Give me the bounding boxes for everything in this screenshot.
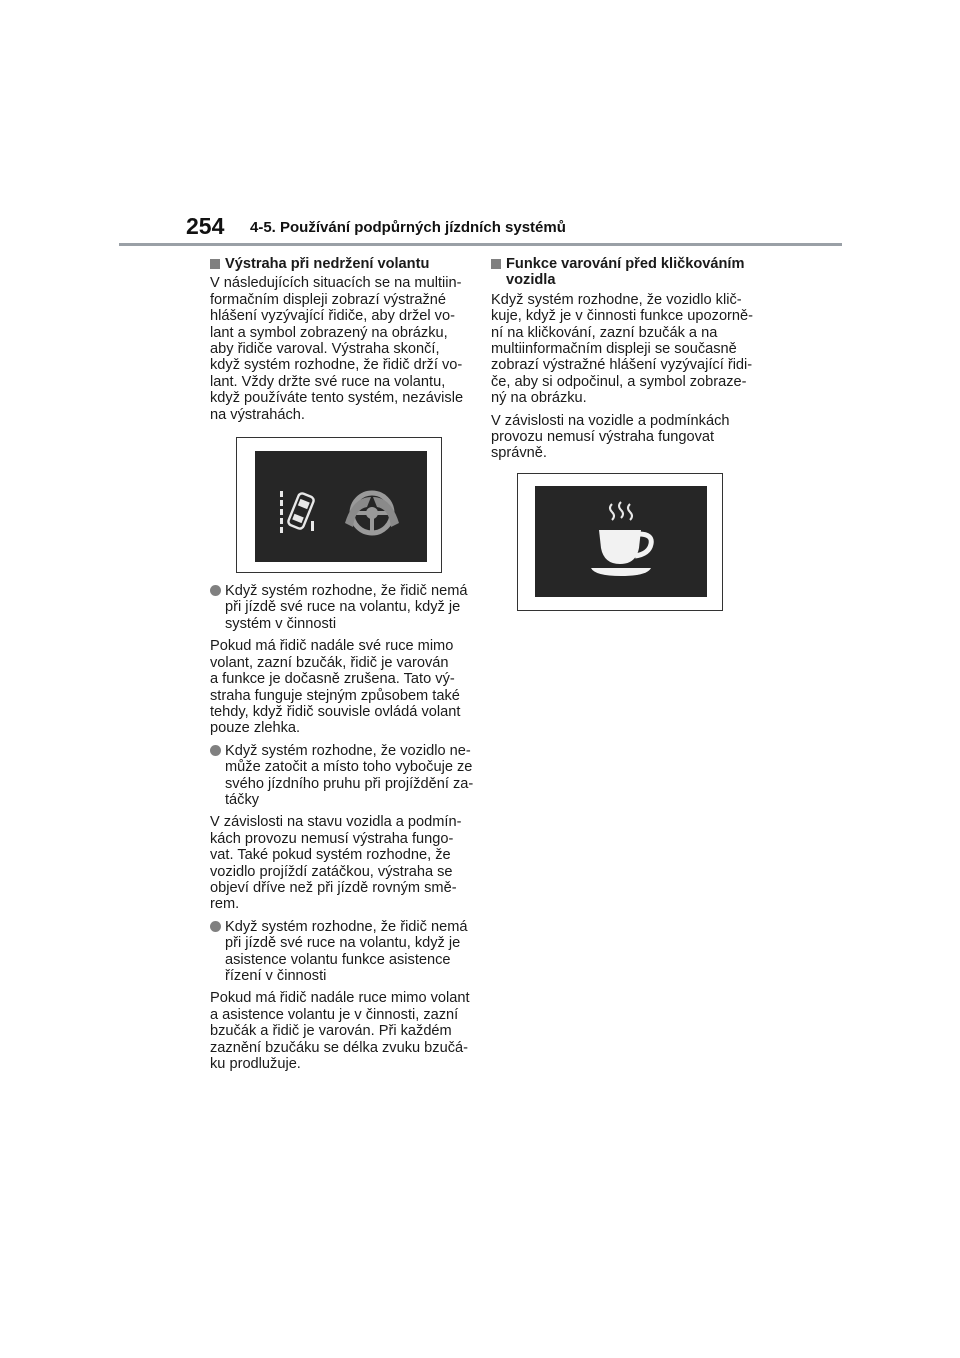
coffee-cup-icon (591, 502, 651, 576)
bullet-item (210, 583, 472, 632)
text-line: če, aby si odpočinul, a symbol zobraze- (491, 373, 747, 390)
text-line: kách provozu nemusí výstraha fungo- (210, 830, 454, 847)
lane-departure-icon (280, 491, 315, 533)
text-line: V závislosti na stavu vozidla a podmín- (210, 814, 462, 831)
text-line: když systém rozhodne, že řidič drží vo- (210, 357, 463, 374)
text-line: systém v činnosti (225, 615, 337, 632)
text-line: zaznění bzučáku se délka zvuku bzučá- (210, 1039, 468, 1056)
text-line: hlášení vyzývající řidiče, aby držel vo- (210, 308, 455, 325)
text-line: volant, zazní bzučák, řidič je varován (210, 654, 449, 671)
header-rule (119, 243, 842, 246)
text-line: když používáte tento systém, nezávisle (210, 390, 464, 407)
text-line: a funkce je dočasně zrušena. Tato vý- (210, 671, 455, 688)
warning-icons (255, 451, 427, 562)
heading-square-marker (210, 259, 220, 269)
display-screen (255, 451, 427, 562)
text-line: formačním displeji zobrazí výstražné (210, 291, 447, 308)
heading-text: Výstraha při nedržení volantu (225, 256, 430, 272)
steering-wheel-hands-icon (345, 493, 399, 533)
bullet-item (210, 919, 472, 985)
paragraph (491, 413, 755, 462)
text-line: Pokud má řidič nadále ruce mimo volant (210, 990, 470, 1007)
text-line: V závislosti na vozidle a podmínkách (491, 412, 730, 429)
paragraph (210, 990, 472, 1072)
text-line: vat. Také pokud systém rozhodne, že (210, 847, 451, 864)
display-screen (535, 486, 707, 597)
text-line: pouze zlehka. (210, 720, 301, 737)
text-line: lant a symbol zobrazený na obrázku, (210, 324, 448, 341)
bullet-item (210, 743, 472, 809)
coffee-symbol (535, 486, 707, 597)
text-line: může zatočit a místo toho vybočuje ze (225, 759, 473, 776)
text-line: táčky (225, 791, 260, 808)
text-line: na výstrahách. (210, 406, 305, 423)
text-line: Když systém rozhodne, že řidič nemá (225, 918, 468, 935)
text-line: Když systém rozhodne, že vozidlo klič- (491, 291, 742, 308)
text-line: kuje, když je v činnosti funkce upozorně- (491, 308, 754, 325)
page-header (0, 0, 960, 250)
text-line: správně. (491, 445, 547, 462)
paragraph (491, 292, 755, 407)
text-line: rem. (210, 896, 240, 913)
text-line: straha funguje stejným způsobem také (210, 687, 460, 704)
text-line: provozu nemusí výstraha fungovat (491, 429, 715, 446)
paragraph (210, 814, 472, 912)
heading-text: Funkce varování před kličkováním (506, 256, 745, 272)
text-line: zobrazí výstražné hlášení vyzývající řidi- (491, 357, 753, 374)
section-heading-sway-warning (491, 256, 755, 289)
text-line: V následujících situacích se na multiin- (210, 275, 462, 292)
right-column (491, 256, 755, 611)
section-heading-hands-off (210, 256, 472, 272)
text-line: ku prodlužuje. (210, 1056, 301, 1073)
bullet-dot (210, 745, 221, 756)
heading-text: vozidla (506, 272, 556, 289)
page-number: 254 (186, 213, 225, 239)
left-column (210, 256, 472, 1078)
text-line: Když systém rozhodne, že vozidlo ne- (225, 742, 471, 759)
text-line: multiinformačním displeji se současně (491, 341, 737, 358)
intro-paragraph (210, 275, 472, 423)
text-line: řízení v činnosti (225, 968, 327, 984)
text-line: asistence volantu funkce asistence (225, 951, 451, 968)
bullet-dot (210, 585, 221, 596)
text-line: Pokud má řidič nadále své ruce mimo (210, 638, 454, 655)
hands-off-warning-figure (236, 437, 442, 573)
chapter-title: 4-5. Používání podpůrných jízdních systémů (250, 219, 566, 236)
sway-warning-figure (517, 473, 723, 611)
text-line: lant. Vždy držte své ruce na volantu, (210, 373, 446, 390)
text-line: při jízdě své ruce na volantu, když je (225, 935, 461, 952)
text-line: vozidlo projíždí zatáčkou, výstraha se (210, 863, 453, 880)
text-line: bzučák a řidič je varován. Při každém (210, 1023, 452, 1040)
text-line: tehdy, když řidič souvisle ovládá volant (210, 703, 461, 720)
bullet-dot (210, 921, 221, 932)
text-line: objeví dříve než při jízdě rovným smě- (210, 879, 457, 896)
text-line: ní na kličkování, zazní bzučák a na (491, 324, 718, 341)
text-line: aby řidiče varoval. Výstraha skončí, (210, 341, 440, 358)
heading-square-marker (491, 259, 501, 269)
text-line: Když systém rozhodne, že řidič nemá (225, 583, 468, 600)
text-line: při jízdě své ruce na volantu, když je (225, 599, 461, 616)
text-line: ný na obrázku. (491, 390, 587, 407)
text-line: a asistence volantu je v činnosti, zazní (210, 1006, 459, 1023)
paragraph (210, 638, 472, 736)
text-line: svého jízdního pruhu při projíždění za- (225, 775, 474, 792)
